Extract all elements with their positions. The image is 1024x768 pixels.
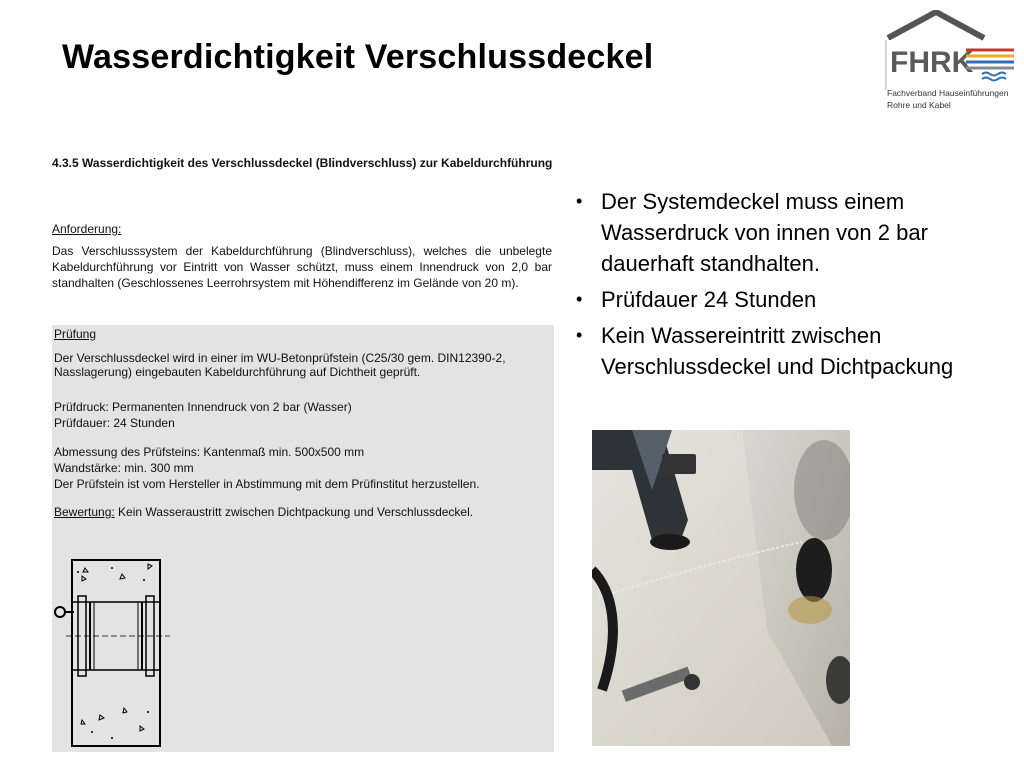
dimensions: Abmessung des Prüfsteins: Kantenmaß min. 500x500 mm (54, 445, 365, 459)
wall-thickness: Wandstärke: min. 300 mm (54, 461, 194, 475)
document-excerpt (52, 155, 554, 752)
test-photo (592, 430, 850, 746)
requirement-text: Das Verschlusssystem der Kabeldurchführung (Blindverschluss), welches die unbelegte Kabeldurchführung vor Eintritt von Wasser schützt, muss einem Innendruck von 2,0 bar standhalten (Geschlossenes Leerrohrsystem mit Höhendifferenz im Gelände von 20 m). (52, 244, 552, 290)
bullet-item: • Der Systemdeckel muss einem Wasserdruck von innen von 2 bar dauerhaft standhalten. (576, 186, 996, 279)
evaluation-text: Kein Wasseraustritt zwischen Dichtpackung und Verschlussdeckel. (114, 505, 474, 519)
test-section (52, 325, 554, 752)
test-duration: Prüfdauer: 24 Stunden (54, 416, 175, 430)
bullet-item: • Prüfdauer 24 Stunden (576, 284, 996, 315)
test-setup-photo (592, 430, 850, 746)
logo-subtitle-2: Rohre und Kabel (887, 100, 951, 110)
bullet-item: • Kein Wassereintritt zwischen Verschlussdeckel und Dichtpackung (576, 320, 996, 382)
test-pressure: Prüfdruck: Permanenten Innendruck von 2 bar (Wasser) (54, 400, 352, 414)
bullet-list (576, 186, 996, 387)
slide-title: Wasserdichtigkeit Verschlussdeckel (62, 38, 654, 76)
evaluation (54, 505, 549, 519)
test-block-drawing (52, 550, 182, 750)
logo-subtitle-1: Fachverband Hauseinführungen (887, 88, 1009, 98)
test-text: Der Verschlussdeckel wird in einer im WU-Betonprüfstein (C25/30 gem. DIN12390-2, Nasslagerung) eingebauten Kabeldurchführung auf Dichtheit geprüft. (54, 351, 506, 379)
manufacturer-note: Der Prüfstein ist vom Hersteller in Abstimmung mit dem Prüfinstitut herzustellen. (54, 477, 480, 491)
fhrk-logo (884, 10, 1018, 114)
test-label: Prüfung (54, 327, 97, 341)
document-heading: 4.3.5 Wasserdichtigkeit des Verschlussdeckel (Blindverschluss) zur Kabeldurchführung (52, 156, 553, 170)
logo-text: FHRK (890, 46, 974, 79)
requirement-label: Anforderung: (52, 222, 122, 236)
house-roof-logo-icon (884, 10, 1018, 90)
evaluation-label: Bewertung: (54, 505, 115, 519)
